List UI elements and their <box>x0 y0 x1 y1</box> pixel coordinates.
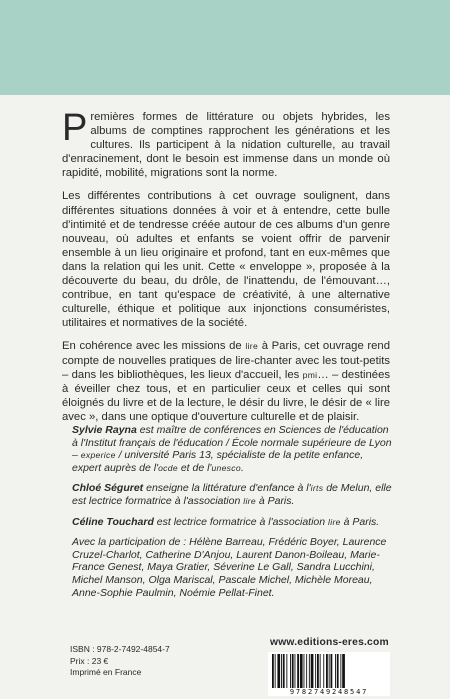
bio-touchard-text-a: est lectrice formatrice à l'association <box>153 515 329 528</box>
barcode-bar <box>272 654 274 688</box>
bio-rayna <box>72 424 392 474</box>
bio-seguret-text-c: à Paris. <box>255 494 295 507</box>
barcode-bar <box>337 654 339 688</box>
barcode-bar <box>283 654 285 688</box>
barcode-bar <box>335 654 336 688</box>
author-name-seguret: Chloé Séguret <box>72 482 144 495</box>
barcode-bar <box>315 654 316 688</box>
barcode-bar <box>275 654 276 688</box>
barcode-bar <box>317 654 319 688</box>
intro-paragraph <box>62 107 390 180</box>
pmi-acronym: pmi <box>302 369 318 380</box>
barcode-bar <box>300 654 303 688</box>
irts-acronym: irts <box>310 483 324 494</box>
publication-info <box>70 644 170 679</box>
barcode-bar <box>290 654 291 688</box>
barcode-bar <box>320 654 321 688</box>
missions-text-b: à Paris, cet ouvrage rend compte de nouvelles pratiques de lire-chanter avec les tout-petits – dans les bibliothèques, les lieux d'accueil, les <box>62 340 391 381</box>
isbn: ISBN : 978-2-7492-4854-7 <box>70 644 170 654</box>
missions-text-a: En cohérence avec les missions de <box>62 340 246 353</box>
top-color-band <box>0 0 450 95</box>
barcode-bar <box>295 654 296 688</box>
barcode-bar <box>329 654 330 688</box>
publisher-url[interactable]: www.editions-eres.com <box>270 637 389 648</box>
bio-rayna-text-a: est maître de conférences en Sciences de l'éducation à l'Institut français de l'éducation / École normale supérieure de Lyon – <box>72 424 392 462</box>
bio-seguret-text-a: enseigne la littérature d'enfance à l' <box>143 482 311 495</box>
bio-touchard <box>72 516 392 529</box>
barcode-bar <box>326 654 328 688</box>
lire-acronym-2: lire <box>243 495 256 506</box>
bio-rayna-text-c: et de l' <box>177 461 212 474</box>
barcode-digits: 9782749248547 <box>270 688 388 696</box>
barcode-bar <box>281 654 282 688</box>
bio-touchard-text-b: à Paris. <box>340 515 380 528</box>
contributions-paragraph <box>62 189 390 330</box>
printed-in: Imprimé en France <box>70 667 142 677</box>
back-cover-text <box>62 107 391 433</box>
barcode-bar <box>286 654 287 688</box>
barcode-bar <box>277 654 280 688</box>
lire-acronym-3: lire <box>328 516 341 527</box>
barcode-bar <box>292 654 294 688</box>
author-name-rayna: Sylvie Rayna <box>72 424 137 436</box>
intro-text: remières formes de littérature ou objets hybrides, les albums de comptines rapprochent les générations et les cultures. Ils participent à la nidation culturelle, au travail d'enracinement, dont le besoin est immense dans un monde où rapidité, mobilité, migrations sont la norme. <box>62 111 390 180</box>
barcode-bar <box>304 654 305 688</box>
barcode-bar <box>323 654 324 688</box>
unesco-acronym: unesco <box>211 462 241 473</box>
lire-acronym: lire <box>245 341 259 352</box>
barcode-bar <box>297 654 299 688</box>
barcode-bar <box>342 654 345 688</box>
author-bios <box>72 424 392 607</box>
drop-cap: P <box>62 107 88 149</box>
contributions-text: Les différentes contributions à cet ouvrage soulignent, dans différentes situations données à voir et à entendre, cette bulle d'intimité et de tendresse créée autour de ces albums d'un genre nouveau, où adultes et enfants se voient offrir de parvenir ensemble à un lieu originaire et profond, tant en eux-mêmes que dans la relation qui les unit. Cette « enveloppe », proposée à la découverte du beau, du drôle, de l'inattendu, de l'émouvant…, contribue, en tant qu'espace de créativité, à une alternative culturelle, éthique et politique aux injonctions consuméristes, utilitaires et normatives de la société. <box>62 190 390 330</box>
experice-acronym: experice <box>80 450 116 461</box>
barcode-bar <box>309 654 310 688</box>
bio-rayna-text-d: . <box>240 461 244 474</box>
ocde-acronym: ocde <box>158 462 178 473</box>
bio-seguret <box>72 482 392 507</box>
barcode-bar <box>340 654 341 688</box>
bio-seguret-text-b: de Melun, elle est lectrice formatrice à l'association <box>72 482 392 507</box>
missions-text-c: … – destinées à éveiller chez tous, et en particulier ceux et celles qui sont éloignés du livre et de la lecture, le désir du livre, le désir de « lire avec », dans une optique d'ouverture culturelle et de plaisir. <box>62 368 391 423</box>
missions-paragraph <box>62 339 390 424</box>
bio-rayna-text-b: / université Paris 13, spécialiste de la petite enfance, expert auprès de l' <box>72 449 364 474</box>
participation-list: Avec la participation de : Hélène Barreau, Frédéric Boyer, Laurence Cruzel-Charlot, Catherine D'Anjou, Laurent Danon-Boileau, Marie-France Genest, Maya Gratier, Séverine Le Gall, Sandra Lucchini, Michel Manson, Olga Mariscal, Pascale Michel, Michèle Moreau, Anne-Sophie Paulmin, Noémie Pellat-Finet. <box>72 536 387 599</box>
author-name-touchard: Céline Touchard <box>72 515 154 528</box>
barcode-bar <box>331 654 333 688</box>
price: Prix : 23 € <box>70 655 109 666</box>
barcode-bar <box>306 654 307 688</box>
barcode-bar <box>311 654 314 688</box>
